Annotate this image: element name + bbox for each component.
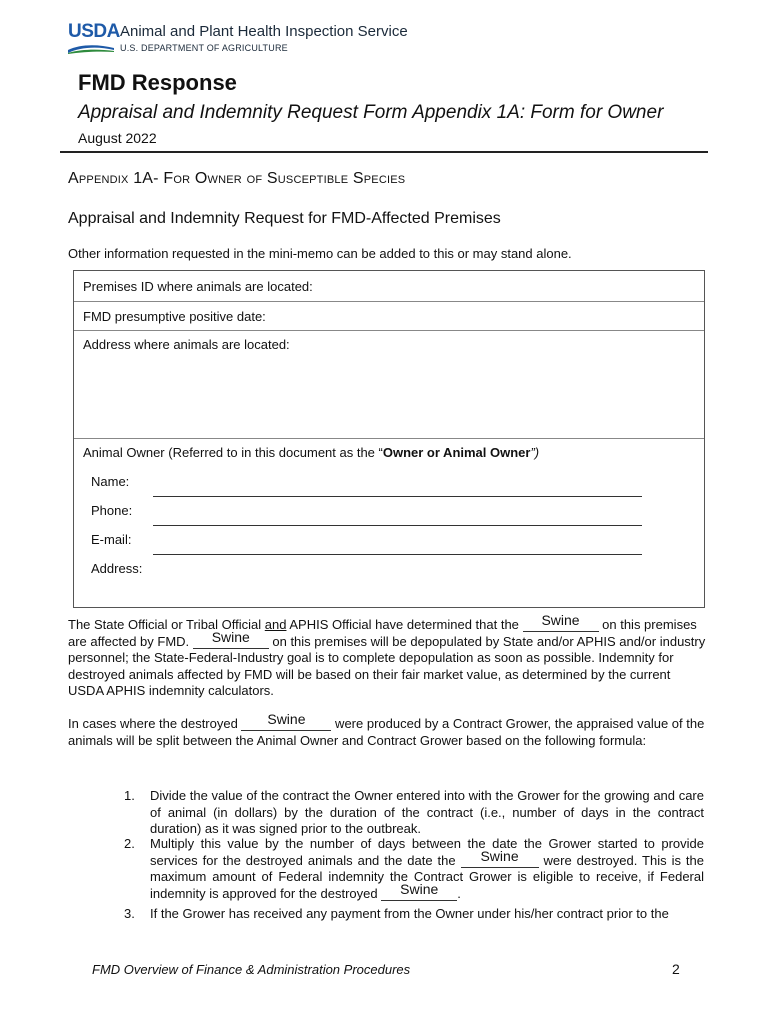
species-fill-5-value: Swine [400,880,439,897]
li2-text-c: . [457,885,461,901]
list-item-text [150,836,704,902]
species-fill-1-value: Swine [541,612,580,628]
species-fill-4[interactable] [461,847,539,868]
owner-address-label: Address: [91,561,143,576]
determination-paragraph [68,612,708,700]
species-fill-3[interactable] [241,711,331,731]
owner-caption-pre: Animal Owner (Referred to in this document as the “ [83,445,383,460]
title-divider [60,151,708,153]
owner-caption-bold: Owner or Animal Owner [382,445,531,460]
owner-caption [83,445,539,460]
fmd-date-label: FMD presumptive positive date: [83,309,266,324]
list-item-number: 2. [124,836,135,851]
owner-info-form [73,270,705,608]
usda-swoosh-icon [68,44,114,54]
footer-title: FMD Overview of Finance & Administration Procedures [92,962,411,977]
list-item [124,906,704,923]
owner-name-line[interactable] [153,496,642,497]
list-item-number: 1. [124,788,135,803]
agency-block [120,22,408,54]
p1-and-word: and [264,617,287,632]
animal-address-label: Address where animals are located: [83,337,290,352]
p1-text-d: on this premises will be depopulated by State and/or APHIS and/or industry personnel; the State-Federal-Industry goal is to complete depopulation as soon as possible. Indemnity for destroyed animals affected by FMD will be based on their fair market value, as determined by the current USDA APHIS indemnity calculators. [68,633,706,698]
contract-grower-paragraph [68,711,708,749]
premises-id-label: Premises ID where animals are located: [83,279,313,294]
owner-caption-post: ”) [530,445,540,460]
fmd-date-field[interactable] [74,302,704,331]
list-item-text: Divide the value of the contract the Owner entered into with the Grower for the growing and care of animal (in dollars) by the duration of the contract (i.e., number of days in the contract duration) as it was signed prior to the outbreak. [150,788,704,836]
section-heading: Appraisal and Indemnity Request for FMD-Affected Premises [68,210,501,227]
p1-text-a: The State Official or Tribal Official [68,617,265,632]
p2-text-b: were produced by a Contract Grower, the appraised value of the animals will be split between the Animal Owner and Contract Grower based on the following formula: [68,716,705,748]
document-date: August 2022 [78,130,157,146]
p1-text-b: APHIS Official have determined that the [286,617,523,632]
species-fill-2-value: Swine [211,628,250,645]
department-name: U.S. DEPARTMENT OF AGRICULTURE [120,43,288,53]
list-item-text: If the Grower has received any payment from the Owner under his/her contract prior to the [150,906,669,921]
species-fill-2[interactable] [193,628,269,649]
premises-id-field[interactable] [74,271,704,302]
li2-text-a: Multiply this value by the number of days between the date the Grower started to provide services for the destroyed animals and the date the [150,836,704,868]
usda-logo-text: USDA [68,21,120,42]
list-item [124,836,704,902]
list-item-number: 3. [124,906,135,921]
usda-aphis-logo [68,22,408,58]
species-fill-1[interactable] [523,612,599,632]
animal-address-field[interactable] [74,331,704,439]
page-number: 2 [672,961,680,977]
document-title: FMD Response [78,70,237,95]
p2-text-a: In cases where the destroyed [68,716,242,731]
owner-email-line[interactable] [153,554,642,555]
owner-phone-line[interactable] [153,525,642,526]
appendix-heading: Appendix 1A- For Owner of Susceptible Species [68,170,406,187]
document-subtitle: Appraisal and Indemnity Request Form Appendix 1A: Form for Owner [78,102,664,123]
species-fill-4-value: Swine [480,847,519,864]
species-fill-5[interactable] [381,880,457,901]
agency-name: Animal and Plant Health Inspection Service [120,23,408,40]
usda-logo-mark [68,21,120,56]
li2-text-b: were destroyed. This is the maximum amount of Federal indemnity the Contract Grower is eligible to receive, if Federal indemnity is approved for the destroyed [150,852,704,901]
list-item [124,788,704,838]
owner-email-label: E-mail: [91,532,132,547]
owner-phone-label: Phone: [91,503,133,518]
p1-text-c: on this premises are affected by FMD. [68,617,697,649]
species-fill-3-value: Swine [267,711,306,727]
owner-name-label: Name: [91,474,130,489]
intro-text: Other information requested in the mini-memo can be added to this or may stand alone. [68,246,572,261]
